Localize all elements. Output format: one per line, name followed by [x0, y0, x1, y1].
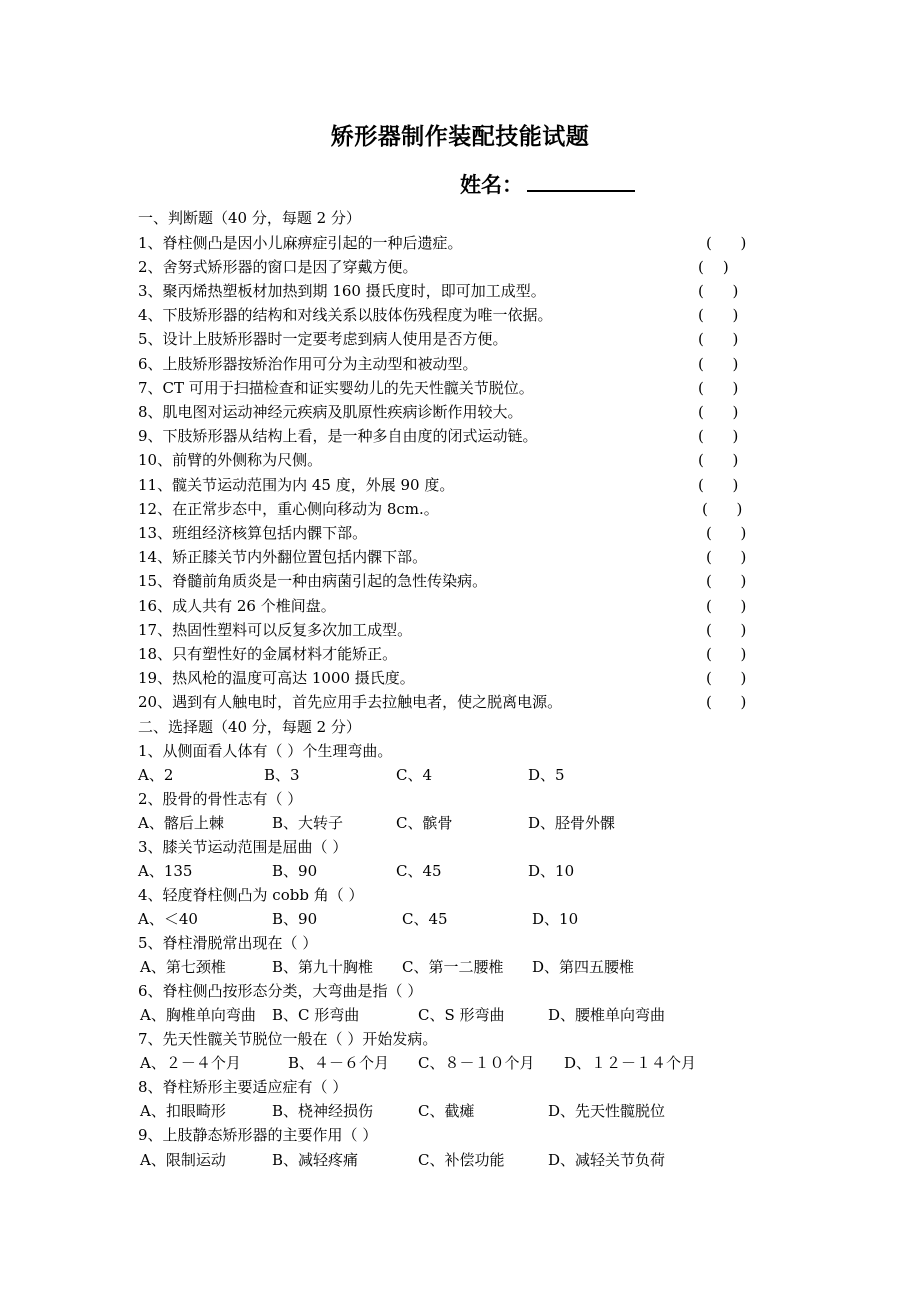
option-a: A、２－４个月: [140, 1054, 241, 1072]
section1-heading: 一、判断题（40 分，每题 2 分）: [138, 209, 361, 227]
option-d: D、10: [532, 910, 579, 928]
option-b: B、90: [272, 910, 318, 928]
question-text: 17、热固性塑料可以反复多次加工成型。: [138, 621, 413, 639]
option-c: C、髌骨: [396, 814, 453, 832]
option-b: B、3: [264, 766, 300, 784]
option-c: C、4: [396, 766, 433, 784]
answer-bracket: ( ): [706, 693, 747, 711]
option-c: C、８－１０个月: [418, 1054, 535, 1072]
question-text: 6、上肢矫形器按矫治作用可分为主动型和被动型。: [138, 355, 478, 373]
option-a: A、＜40: [138, 910, 198, 928]
option-d: D、第四五腰椎: [532, 958, 635, 976]
answer-bracket: ( ): [698, 282, 739, 300]
choice-question: 6、脊柱侧凸按形态分类，大弯曲是指（ ）: [138, 982, 423, 1000]
option-b: B、第九十胸椎: [272, 958, 374, 976]
question-text: 10、前臂的外侧称为尺侧。: [138, 451, 323, 469]
question-text: 11、髋关节运动范围为内 45 度，外展 90 度。: [138, 476, 455, 494]
name-blank: [527, 168, 635, 192]
question-text: 18、只有塑性好的金属材料才能矫正。: [138, 645, 398, 663]
option-d: D、胫骨外髁: [528, 814, 616, 832]
question-text: 14、矫正膝关节内外翻位置包括内髁下部。: [138, 548, 428, 566]
question-text: 1、脊柱侧凸是因小儿麻痹症引起的一种后遗症。: [138, 234, 463, 252]
answer-bracket: ( ): [698, 451, 739, 469]
option-a: A、限制运动: [140, 1151, 226, 1169]
question-text: 4、下肢矫形器的结构和对线关系以肢体伤残程度为唯一依据。: [138, 306, 553, 324]
option-d: D、5: [528, 766, 565, 784]
answer-bracket: ( ): [706, 548, 747, 566]
choice-question: 9、上肢静态矫形器的主要作用（ ）: [138, 1126, 378, 1144]
option-d: D、１２－１４个月: [564, 1054, 697, 1072]
answer-bracket: ( ): [698, 379, 739, 397]
option-b: B、桡神经损伤: [272, 1102, 374, 1120]
choice-question: 4、轻度脊柱侧凸为 cobb 角（ ）: [138, 886, 364, 904]
option-d: D、先天性髋脱位: [548, 1102, 666, 1120]
question-text: 8、肌电图对运动神经元疾病及肌原性疾病诊断作用较大。: [138, 403, 523, 421]
option-c: C、截瘫: [418, 1102, 475, 1120]
answer-bracket: ( ): [706, 669, 747, 687]
answer-bracket: ( ): [706, 621, 747, 639]
answer-bracket: ( ): [706, 597, 747, 615]
name-label: 姓名：: [460, 172, 523, 197]
question-text: 12、在正常步态中，重心侧向移动为 8cm.。: [138, 500, 439, 518]
choice-question: 2、股骨的骨性志有（ ）: [138, 790, 303, 808]
option-d: D、腰椎单向弯曲: [548, 1006, 666, 1024]
answer-bracket: ( ): [706, 524, 747, 542]
question-text: 20、遇到有人触电时，首先应用手去拉触电者，使之脱离电源。: [138, 693, 563, 711]
choice-question: 5、脊柱滑脱常出现在（ ）: [138, 934, 318, 952]
option-b: B、90: [272, 862, 318, 880]
question-text: 5、设计上肢矫形器时一定要考虑到病人使用是否方便。: [138, 330, 508, 348]
answer-bracket: ( ): [698, 258, 729, 276]
option-b: B、大转子: [272, 814, 344, 832]
question-text: 16、成人共有 26 个椎间盘。: [138, 597, 336, 615]
answer-bracket: ( ): [698, 306, 739, 324]
option-b: B、C 形弯曲: [272, 1006, 360, 1024]
option-c: C、S 形弯曲: [418, 1006, 505, 1024]
question-text: 19、热风枪的温度可高达 1000 摄氏度。: [138, 669, 415, 687]
option-c: C、45: [396, 862, 442, 880]
option-a: A、135: [138, 862, 193, 880]
answer-bracket: ( ): [698, 330, 739, 348]
answer-bracket: ( ): [698, 476, 739, 494]
option-a: A、胸椎单向弯曲: [140, 1006, 256, 1024]
option-a: A、髂后上棘: [138, 814, 224, 832]
option-a: A、第七颈椎: [140, 958, 226, 976]
option-c: C、45: [402, 910, 448, 928]
choice-question: 8、脊柱矫形主要适应症有（ ）: [138, 1078, 348, 1096]
option-a: A、2: [138, 766, 174, 784]
choice-question: 1、从侧面看人体有（ ）个生理弯曲。: [138, 742, 393, 760]
option-d: D、10: [528, 862, 575, 880]
option-c: C、补偿功能: [418, 1151, 505, 1169]
option-b: B、减轻疼痛: [272, 1151, 359, 1169]
name-field: [460, 168, 635, 199]
answer-bracket: ( ): [706, 645, 747, 663]
question-text: 9、下肢矫形器从结构上看，是一种多自由度的闭式运动链。: [138, 427, 538, 445]
question-text: 13、班组经济核算包括内髁下部。: [138, 524, 368, 542]
question-text: 15、脊髓前角质炎是一种由病菌引起的急性传染病。: [138, 572, 488, 590]
choice-question: 3、膝关节运动范围是屈曲（ ）: [138, 838, 348, 856]
answer-bracket: ( ): [706, 234, 747, 252]
answer-bracket: ( ): [698, 355, 739, 373]
page-title: 矫形器制作装配技能试题: [330, 123, 590, 150]
section2-heading: 二、选择题（40 分，每题 2 分）: [138, 718, 361, 736]
answer-bracket: ( ): [698, 403, 739, 421]
question-text: 2、舍努式矫形器的窗口是因了穿戴方便。: [138, 258, 418, 276]
question-text: 7、CT 可用于扫描检查和证实婴幼儿的先天性髋关节脱位。: [138, 379, 534, 397]
choice-question: 7、先天性髋关节脱位一般在（ ）开始发病。: [138, 1030, 438, 1048]
answer-bracket: ( ): [706, 572, 747, 590]
option-c: C、第一二腰椎: [402, 958, 504, 976]
answer-bracket: ( ): [702, 500, 743, 518]
option-a: A、扣眼畸形: [140, 1102, 226, 1120]
answer-bracket: ( ): [698, 427, 739, 445]
option-d: D、减轻关节负荷: [548, 1151, 666, 1169]
question-text: 3、聚丙烯热塑板材加热到期 160 摄氏度时，即可加工成型。: [138, 282, 546, 300]
option-b: B、４－６个月: [288, 1054, 390, 1072]
